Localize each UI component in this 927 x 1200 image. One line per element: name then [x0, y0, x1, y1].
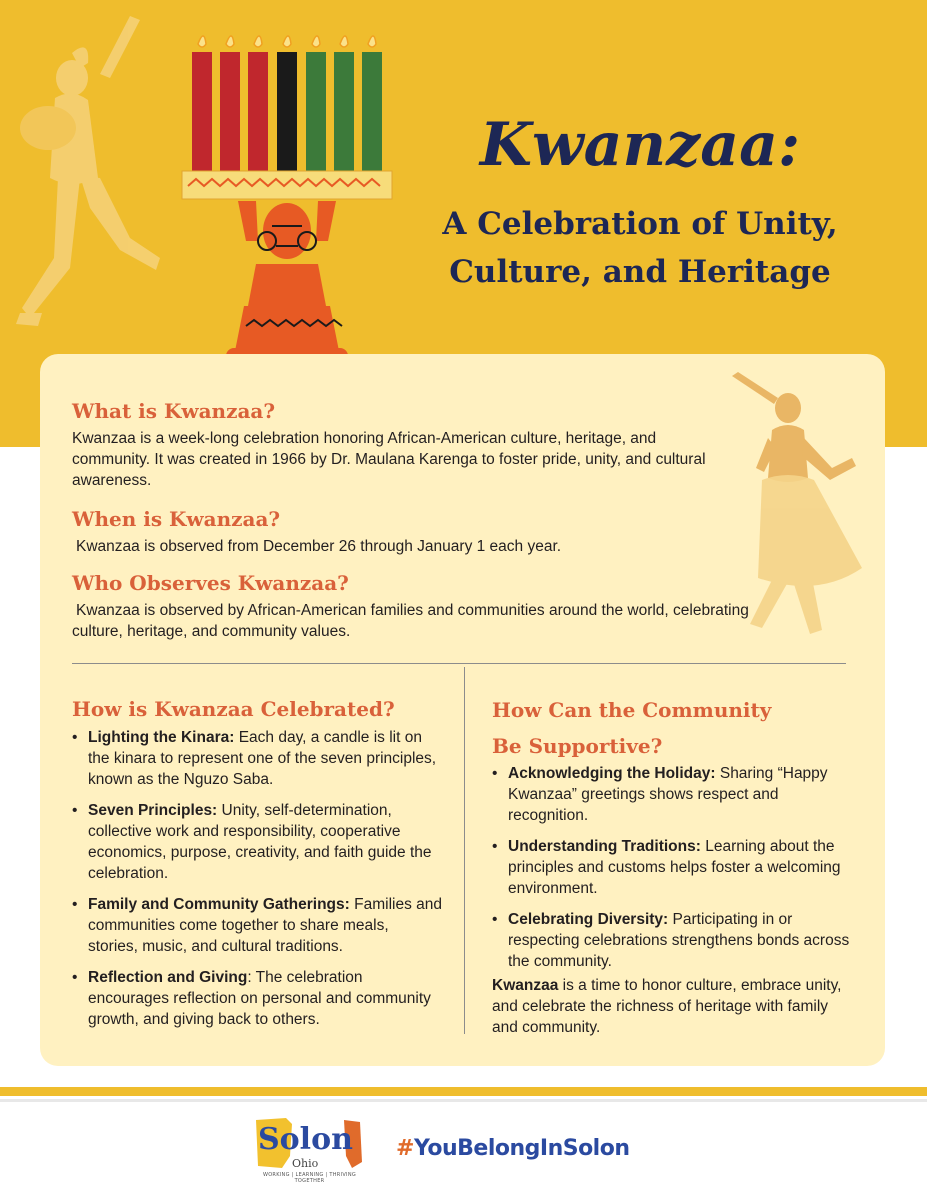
subtitle-line-1: A Celebration of Unity, [442, 206, 838, 242]
list-item [72, 727, 442, 790]
logo-wordmark: Solon [258, 1122, 353, 1157]
text-when: Kwanzaa is observed from December 26 through January 1 each year. [76, 538, 562, 555]
list-item [492, 909, 852, 972]
column-divider [464, 667, 465, 1034]
page-subtitle [380, 200, 900, 296]
footer-stripe-thin [0, 1099, 927, 1102]
page-title: Kwanzaa: [479, 110, 801, 180]
support-list [492, 763, 852, 982]
footer-stripe [0, 1087, 927, 1096]
heading-what: What is Kwanzaa? [72, 399, 276, 423]
list-item [492, 763, 852, 826]
hashtag [396, 1136, 630, 1161]
list-item [72, 800, 442, 884]
item-text: Learning about the principles and customs helps foster a welcoming environment. [508, 838, 841, 897]
section-divider [72, 663, 846, 664]
closing-statement [492, 975, 852, 1038]
item-text: Families and communities come together to share meals, stories, music, and cultural traditions. [88, 896, 442, 955]
item-term: Reflection and Giving [88, 969, 248, 986]
heading-who: Who Observes Kwanzaa? [72, 571, 349, 595]
hashtag-text: YouBelongInSolon [413, 1136, 630, 1161]
heading-line-1: How Can the Community [492, 698, 772, 722]
heading-community-support [492, 692, 771, 764]
closing-term: Kwanzaa [492, 977, 559, 994]
text-what: Kwanzaa is a week-long celebration honoring African-American culture, heritage, and community. It was created in 1966 by Dr. Maulana Karenga to foster pride, unity, and cultural awareness. [72, 430, 706, 489]
item-term: Family and Community Gatherings: [88, 896, 350, 913]
logo-tagline: WORKING | LEARNING | THRIVING TOGETHER [262, 1172, 357, 1184]
heading-when: When is Kwanzaa? [72, 507, 281, 531]
item-text: Participating in or respecting celebrations strengthens bonds across the community. [508, 911, 850, 970]
title-block [380, 112, 900, 296]
item-text: Sharing “Happy Kwanzaa” greetings shows respect and recognition. [508, 765, 828, 824]
item-term: Seven Principles: [88, 802, 218, 819]
list-item [72, 894, 442, 957]
closing-text: is a time to honor culture, embrace unity, and celebrate the richness of heritage with family and community. [492, 977, 842, 1036]
item-term: Acknowledging the Holiday: [508, 765, 716, 782]
candle-flames [198, 36, 376, 47]
list-item [72, 967, 442, 1030]
hashtag-symbol: # [396, 1136, 414, 1161]
item-term: Understanding Traditions: [508, 838, 701, 855]
item-term: Lighting the Kinara: [88, 729, 235, 746]
item-text: : The celebration encourages reflection on personal and community growth, and giving back to others. [88, 969, 431, 1028]
logo-state: Ohio [292, 1157, 319, 1170]
item-text: Unity, self-determination, collective work and responsibility, cooperative economics, purpose, creativity, and faith guide the celebration. [88, 802, 432, 882]
kinara-illustration [176, 26, 398, 382]
list-item [492, 836, 852, 899]
text-who: Kwanzaa is observed by African-American families and communities around the world, celebrating culture, heritage, and community values. [72, 602, 749, 640]
subtitle-line-2: Culture, and Heritage [449, 254, 831, 290]
candles [192, 52, 382, 172]
celebration-list [72, 727, 442, 1040]
dancer-left-illustration [10, 8, 195, 353]
heading-line-2: Be Supportive? [492, 734, 663, 758]
heading-how-celebrated: How is Kwanzaa Celebrated? [72, 697, 395, 721]
item-text: Each day, a candle is lit on the kinara to represent one of the seven principles, known as the Nguzo Saba. [88, 729, 437, 788]
item-term: Celebrating Diversity: [508, 911, 669, 928]
solon-logo [252, 1116, 367, 1186]
